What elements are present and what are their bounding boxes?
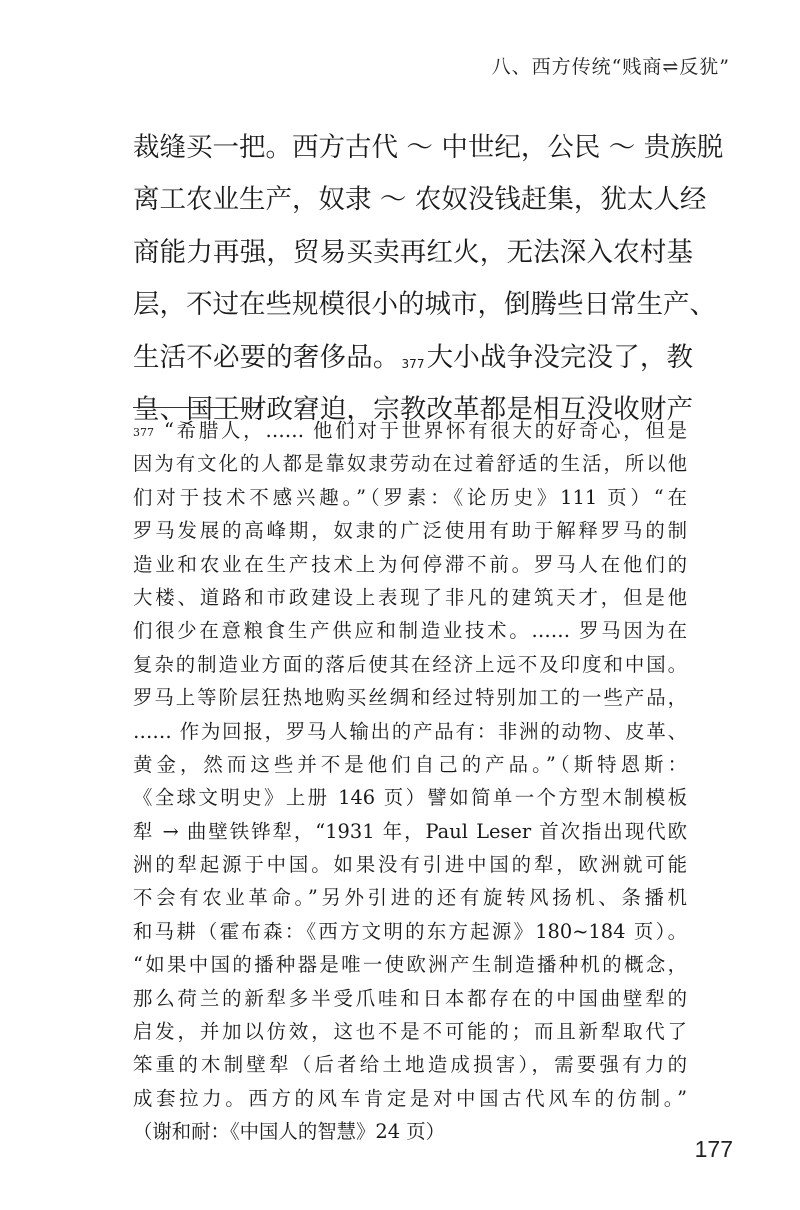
page-number: 177 — [694, 1136, 733, 1162]
body-line: 裁缝买一把。西方古代 ～ 中世纪，公民 ～ 贵族脱 — [133, 132, 724, 163]
footnote-line: 不会有农业革命。”另外引进的还有旋转风扬机、条播机 — [133, 886, 687, 910]
footnote-text: “希腊人，…… 他们对于世界怀有很大的好奇心，但是 — [164, 419, 687, 442]
footnote-line — [133, 414, 687, 447]
footnote-line: 笨重的木制壁犁（后者给土地造成损害），需要强有力的 — [133, 1053, 687, 1077]
body-line-text: 生活不必要的奢侈品。 — [133, 341, 400, 373]
footnote-line: 和马耕（霍布森：《西方文明的东方起源》180~184 页）。 — [133, 919, 687, 943]
footnote-line: 造业和农业在生产技术上为何停滞不前。罗马人在他们的 — [133, 552, 687, 576]
body-line: 商能力再强，贸易买卖再红火，无法深入农村基 — [133, 236, 693, 268]
footnote-marker: 377 — [133, 426, 154, 439]
footnote-line: （谢和耐：《中国人的智慧》24 页） — [133, 1120, 445, 1144]
footnote-line: 黄金，然而这些并不是他们自己的产品。”（斯特恩斯： — [133, 752, 687, 776]
footnote-line: 罗马发展的高峰期，奴隶的广泛使用有助于解释罗马的制 — [133, 519, 687, 543]
running-header: 八、西方传统“贱商⇌反犹” — [491, 56, 730, 78]
footnote-line: 《全球文明史》上册 146 页）譬如简单一个方型木制模板 — [133, 786, 687, 810]
footnote-line: “如果中国的播种器是唯一使欧洲产生制造播种机的概念， — [133, 953, 687, 977]
footnote-line: 们对于技术不感兴趣。”（罗素：《论历史》111 页）“在 — [133, 485, 687, 509]
body-line-text: 大小战争没完没了，教 — [426, 341, 693, 373]
footnote-line: 启发，并加以仿效，这也不是不可能的；而且新犁取代了 — [133, 1020, 687, 1044]
footnote-line: 犁 → 曲壁铁铧犁，“1931 年，Paul Leser 首次指出现代欧 — [133, 819, 687, 843]
body-line-with-footnote-ref — [133, 332, 693, 384]
footnote-line: 大楼、道路和市政建设上表现了非凡的建筑天才，但是他 — [133, 585, 687, 609]
body-text — [133, 122, 724, 436]
footnote-line: 们很少在意粮食生产供应和制造业技术。…… 罗马因为在 — [133, 619, 687, 643]
footnote-line: 成套拉力。西方的风车肯定是对中国古代风车的仿制。” — [133, 1086, 687, 1110]
footnote — [133, 414, 687, 1149]
body-line: 皇、国王财政窘迫，宗教改革都是相互没收财产 — [133, 393, 693, 425]
footnote-line: …… 作为回报，罗马人输出的产品有：非洲的动物、皮革、 — [133, 719, 687, 743]
footnote-line: 罗马上等阶层狂热地购买丝绸和经过特别加工的一些产品， — [133, 686, 687, 710]
footnote-separator — [133, 407, 263, 408]
body-line: 离工农业生产，奴隶 ～ 农奴没钱赶集，犹太人经 — [133, 184, 707, 216]
footnote-line: 复杂的制造业方面的落后使其在经济上远不及印度和中国。 — [133, 652, 687, 676]
footnote-line: 因为有文化的人都是靠奴隶劳动在过着舒适的生活，所以他 — [133, 452, 687, 476]
body-line: 层，不过在些规模很小的城市，倒腾些日常生产、 — [133, 289, 716, 321]
footnote-line: 那么荷兰的新犁多半受爪哇和日本都存在的中国曲壁犁的 — [133, 986, 687, 1010]
footnote-reference[interactable]: 377 — [401, 356, 425, 371]
footnote-line: 洲的犁起源于中国。如果没有引进中国的犁，欧洲就可能 — [133, 853, 687, 877]
